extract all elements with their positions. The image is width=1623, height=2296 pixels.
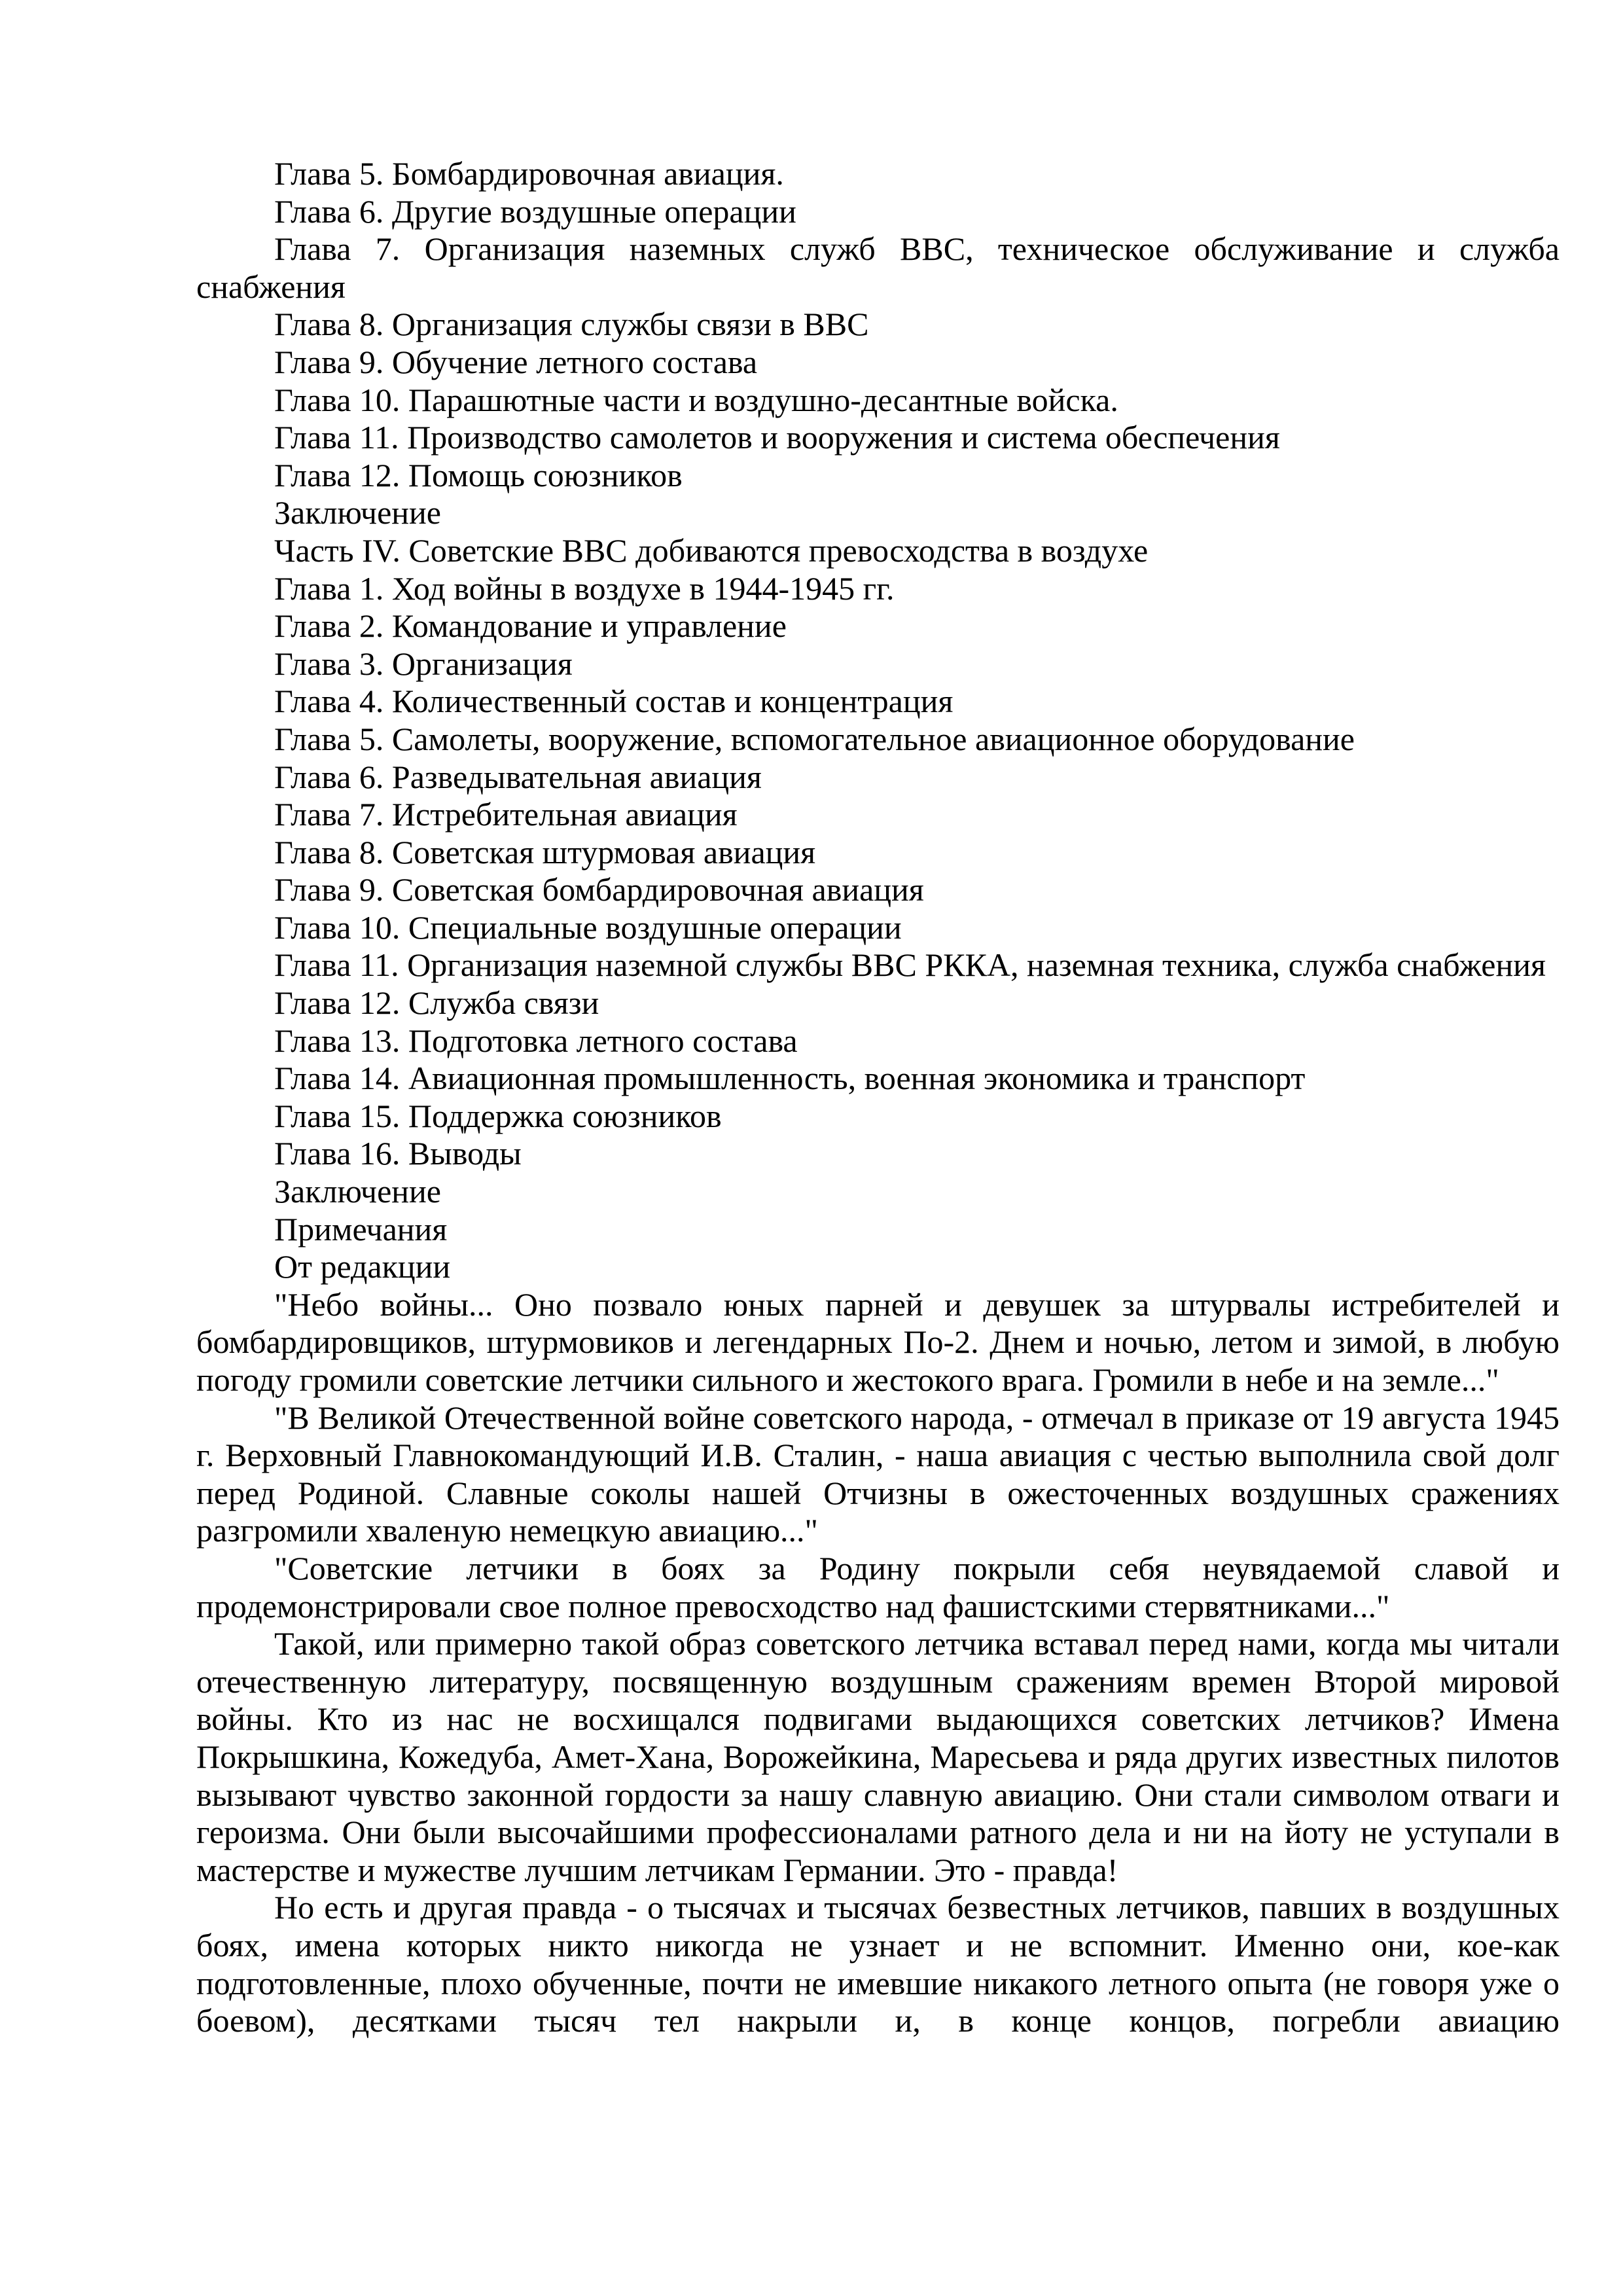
toc-entry: Глава 14. Авиационная промышленность, военная экономика и транспорт: [274, 1060, 1306, 1097]
body-paragraph: "Советские летчики в боях за Родину покрыли себя неувядаемой славой и продемонстрировали свое полное превосходство над фашистскими стервятниками...": [196, 1549, 1560, 1624]
body-paragraph: Такой, или примерно такой образ советского летчика вставал перед нами, когда мы читали отечественную литературу, посвященную воздушным сражениям времен Второй мировой войны. Кто из нас не восхищался подвигами выдающихся советских летчиков? Имена Покрышкина, Кожедуба, Амет-Хана, Ворожейкина, Маресьева и ряда других известных пилотов вызывают чувство законной гордости за нашу славную авиацию. Они стали символом отваги и героизма. Они были высочайшими профессионалами ратного дела и ни на йоту не уступали в мастерстве и мужестве лучшим летчикам Германии. Это - правда!: [196, 1625, 1560, 1888]
toc-entry: Часть IV. Советские ВВС добиваются превосходства в воздухе: [274, 531, 1149, 569]
toc-entry: Глава 16. Выводы: [274, 1135, 522, 1172]
toc-entry: Глава 10. Парашютные части и воздушно-десантные войска.: [274, 381, 1118, 418]
toc-entry: Примечания: [274, 1210, 448, 1247]
body-paragraph: "В Великой Отечественной войне советского народа, - отмечал в приказе от 19 августа 1945 г. Верховный Главнокомандующий И.В. Сталин, - наша авиация с честью выполнила свой долг перед Родиной. Славные соколы нашей Отчизны в ожесточенных воздушных сражениях разгромили хваленую немецкую авиацию...": [196, 1399, 1560, 1549]
toc-entry: Глава 5. Самолеты, вооружение, вспомогательное авиационное оборудование: [274, 720, 1355, 757]
toc-entry: Глава 11. Производство самолетов и вооружения и система обеспечения: [274, 419, 1280, 456]
body-paragraph: "Небо войны... Оно позвало юных парней и девушек за штурвалы истребителей и бомбардировщиков, штурмовиков и легендарных По-2. Днем и ночью, летом и зимой, в любую погоду громили советские летчики сильного и жестокого врага. Громили в небе и на земле...": [196, 1285, 1560, 1398]
toc-entry: Заключение: [274, 494, 441, 531]
toc-entry: Глава 6. Другие воздушные операции: [274, 192, 796, 230]
toc-entry: Глава 9. Советская бомбардировочная авиация: [274, 871, 924, 908]
toc-entry: Глава 11. Организация наземной службы ВВС РККА, наземная техника, служба снабжения: [274, 946, 1546, 984]
toc-entry: Глава 12. Помощь союзников: [274, 456, 683, 493]
toc-entry: Глава 6. Разведывательная авиация: [274, 758, 762, 795]
toc-entry: Глава 9. Обучение летного состава: [274, 343, 758, 380]
toc-entry: Глава 8. Советская штурмовая авиация: [274, 833, 816, 870]
toc-entry: Глава 1. Ход войны в воздухе в 1944-1945 гг.: [274, 569, 895, 607]
toc-entry: Глава 4. Количественный состав и концентрация: [274, 683, 954, 720]
toc-entry: Глава 2. Командование и управление: [274, 607, 787, 645]
toc-entry: Заключение: [274, 1173, 441, 1210]
toc-entry: Глава 7. Истребительная авиация: [274, 796, 738, 833]
toc-entry: Глава 5. Бомбардировочная авиация.: [274, 155, 784, 192]
toc-entry: Глава 3. Организация: [274, 645, 573, 682]
toc-entry: От редакции: [274, 1248, 451, 1285]
document-page: [196, 155, 1560, 2040]
toc-entry: Глава 10. Специальные воздушные операции: [274, 908, 902, 946]
toc-entry: Глава 8. Организация службы связи в ВВС: [274, 306, 869, 343]
toc-entry: Глава 15. Поддержка союзников: [274, 1097, 722, 1134]
toc-entry: Глава 13. Подготовка летного состава: [274, 1022, 798, 1059]
toc-entry: Глава 7. Организация наземных служб ВВС, техническое обслуживание и служба снабжения: [196, 230, 1560, 305]
toc-entry: Глава 12. Служба связи: [274, 984, 599, 1022]
body-paragraph: Но есть и другая правда - о тысячах и тысячах безвестных летчиков, павших в воздушных боях, имена которых никто никогда не узнает и не вспомнит. Именно они, кое-как подготовленные, плохо обученные, почти не имевшие никакого летного опыта (не говоря уже о боевом), десятками тысяч тел накрыли и, в конце концов, погребли авиацию: [196, 1889, 1560, 2039]
